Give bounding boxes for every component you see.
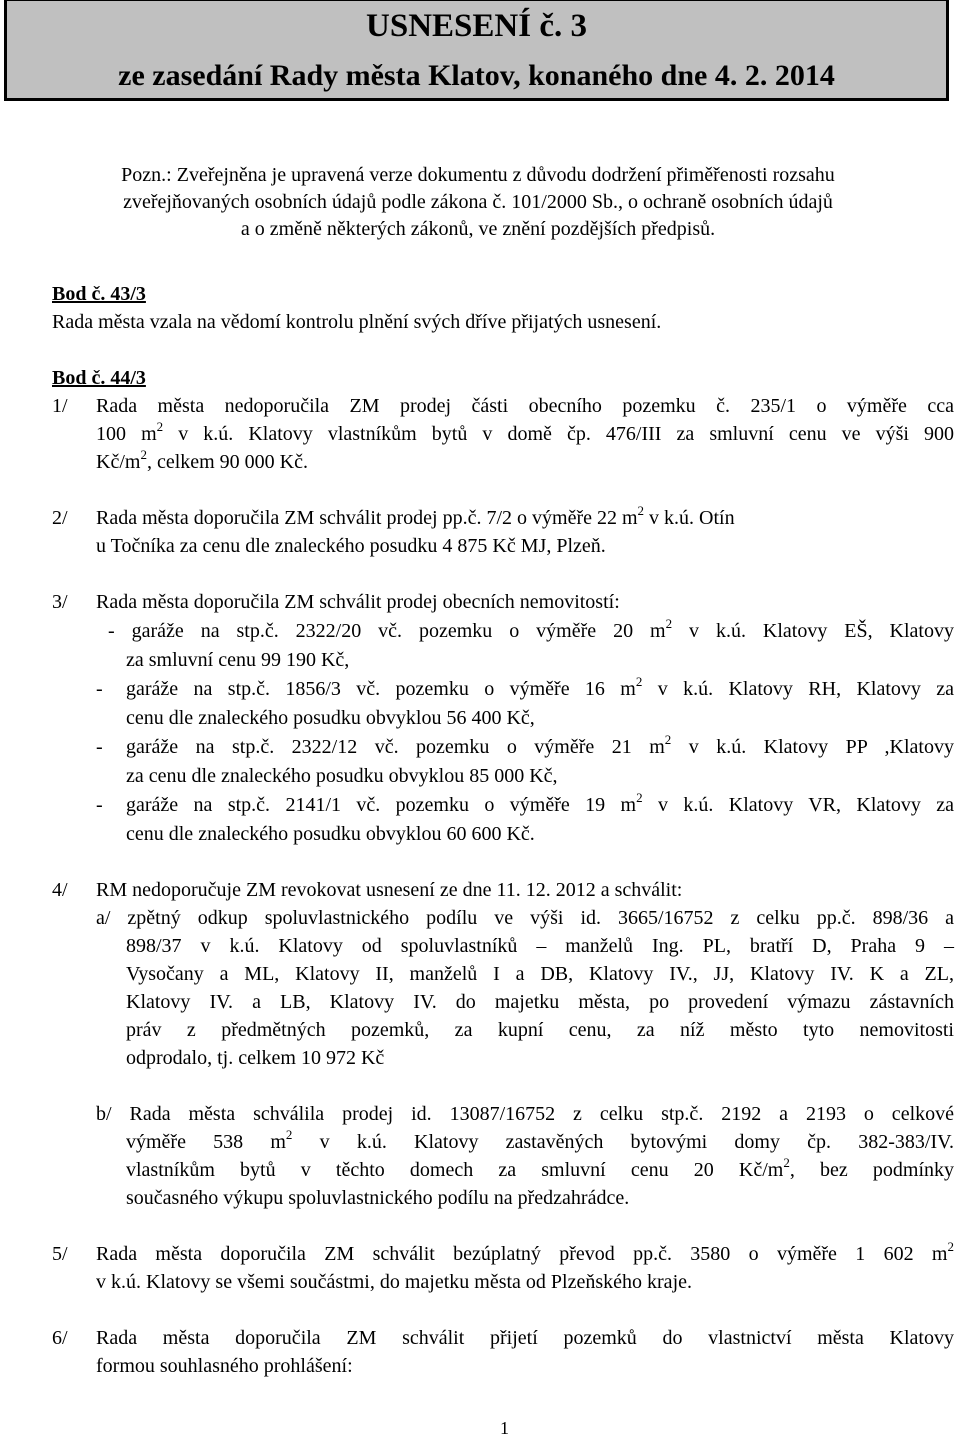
garage-4-dash: - [96,794,103,816]
garage-4-line-1: garáže na stp.č. 2141/1 vč. pozemku o výměře 19 $m^2$ v k.ú. Klatovy VR, Klatovy za [126,790,954,816]
item-5-number: 5/ [52,1243,68,1265]
page-number: 1 [500,1418,509,1438]
item-1-line-3: $Kč/m^2$, celkem 90 000 Kč. [96,447,309,473]
garage-3-dash: - [96,736,103,758]
item-5-line-2: v k.ú. Klatovy se všemi součástmi, do majetku města od Plzeňského kraje. [96,1271,692,1293]
document-title: USNESENÍ č. 3 [366,8,587,44]
garage-4-line-2: cenu dle znaleckého posudku obvyklou 60 600 Kč. [126,823,535,845]
item-4a-line-3: Vysočany a ML, Klatovy II, manželů I a DB, Klatovy IV., JJ, Klatovy IV. K a ZL, [126,963,954,985]
item-4a-line-5: práv z předmětných pozemků, za kupní cenu, za níž město tyto nemovitosti [126,1019,954,1041]
item-4a-line-2: 898/37 v k.ú. Klatovy od spoluvlastníků – manželů Ing. PL, bratří D, Praha 9 – [126,935,954,957]
item-1-number: 1/ [52,395,68,417]
item-5-line-1: Rada města doporučila ZM schválit bezúplatný převod pp.č. 3580 o výměře 1 602 $m^2$ [96,1239,954,1265]
item-4b-line-3: vlastníkům bytů v těchto domech za smluvní cenu 20 $Kč/m^2$, bez podmínky [126,1155,955,1181]
bod-43-heading: Bod č. 43/3 [52,283,146,305]
item-6-line-2: formou souhlasného prohlášení: [96,1355,353,1377]
garage-2-dash: - [96,678,103,700]
item-4a-line-1: a/ zpětný odkup spoluvlastnického podílu ve výši id. 3665/16752 z celku pp.č. 898/36 a [96,907,954,929]
garage-2-line-1: garáže na stp.č. 1856/3 vč. pozemku o výměře 16 $m^2$ v k.ú. Klatovy RH, Klatovy za [126,674,954,700]
item-6-line-1: Rada města doporučila ZM schválit přijetí pozemků do vlastnictví města Klatovy [96,1327,954,1349]
garage-2-line-2: cenu dle znaleckého posudku obvyklou 56 400 Kč, [126,707,535,729]
garage-3-line-2: za cenu dle znaleckého posudku obvyklou 85 000 Kč, [126,765,558,787]
item-4-number: 4/ [52,879,68,901]
privacy-note-line-1: Pozn.: Zveřejněna je upravená verze dokumentu z důvodu dodržení přiměřenosti rozsahu [121,164,835,186]
item-3-number: 3/ [52,591,68,613]
bod-44-heading: Bod č. 44/3 [52,367,146,389]
item-4-intro: RM nedoporučuje ZM revokovat usnesení ze dne 11. 12. 2012 a schválit: [96,879,683,901]
item-4a-line-6: odprodalo, tj. celkem 10 972 Kč [126,1047,385,1069]
garage-3-line-1: garáže na stp.č. 2322/12 vč. pozemku o výměře 21 $m^2$ v k.ú. Klatovy PP ,Klatovy [126,732,954,758]
document-title-box [4,0,949,101]
bod-43-text: Rada města vzala na vědomí kontrolu plnění svých dříve přijatých usnesení. [52,311,662,333]
document-subtitle: ze zasedání Rady města Klatov, konaného dne 4. 2. 2014 [118,59,835,92]
garage-1-line-2: za smluvní cenu 99 190 Kč, [126,649,350,671]
privacy-note-line-3: a o změně některých zákonů, ve znění pozdějších předpisů. [240,218,716,240]
privacy-note-line-2: zveřejňovaných osobních údajů podle zákona č. 101/2000 Sb., o ochraně osobních údajů [123,191,833,213]
item-3-intro: Rada města doporučila ZM schválit prodej obecních nemovitostí: [96,591,620,613]
item-1-line-2: 100 $m^2$ v k.ú. Klatovy vlastníkům bytů v domě čp. 476/III za smluvní cenu ve výši 900 [96,419,954,445]
item-2-line-2: u Točníka za cenu dle znaleckého posudku 4 875 Kč MJ, Plzeň. [96,535,606,557]
item-4a-line-4: Klatovy IV. a LB, Klatovy IV. do majetku města, po provedení výmazu zástavních [126,991,954,1013]
item-2-number: 2/ [52,507,68,529]
item-6-number: 6/ [52,1327,68,1349]
item-4b-line-2: výměře 538 $m^2$ v k.ú. Klatovy zastavěných bytovými domy čp. 382-383/IV. [126,1127,954,1153]
garage-1-line-1: - garáže na stp.č. 2322/20 vč. pozemku o výměře 20 $m^2$ v k.ú. Klatovy EŠ, Klatovy [108,616,954,642]
item-4b-line-1: b/ Rada města schválila prodej id. 13087/16752 z celku stp.č. 2192 a 2193 o celkové [96,1103,954,1125]
privacy-note [48,162,908,243]
item-1-line-1: Rada města nedoporučila ZM prodej části obecního pozemku č. 235/1 o výměře cca [96,395,954,417]
item-2-line-1: Rada města doporučila ZM schválit prodej pp.č. 7/2 o výměře 22 $m^2$ v k.ú. Otín [96,503,735,529]
item-4b-line-4: současného výkupu spoluvlastnického podílu na předzahrádce. [126,1187,630,1209]
